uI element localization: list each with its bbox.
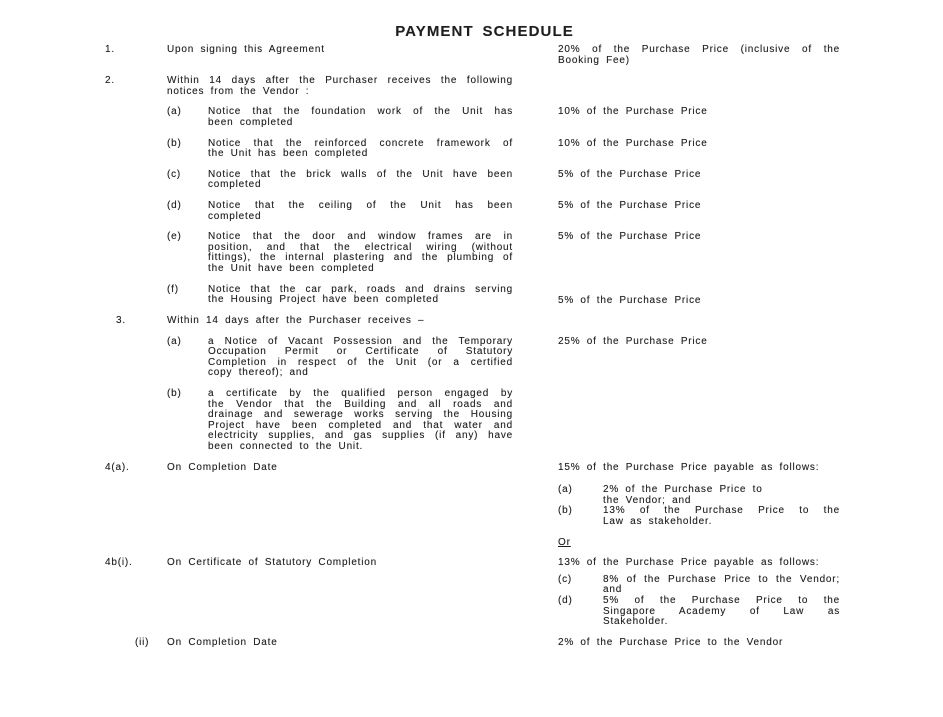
row-description [208,139,513,160]
schedule-row [105,139,943,160]
text-paragraph [208,232,513,274]
row-description [167,45,513,66]
text-paragraph [558,558,840,569]
text-line: 20% of the Purchase Price (inclusive of the [558,44,840,55]
row-indent [105,107,167,128]
row-amount [558,76,840,97]
text-line: 5% of the Purchase Price [558,199,702,211]
text-line: Law as stakeholder. [603,516,713,527]
text-line: 13% of the Purchase Price payable as follows: [558,557,820,569]
row-amount [558,170,840,191]
column-gap [513,201,558,222]
amount-sublist-item [558,596,840,628]
text-line: a certificate by the qualified person engaged by [208,388,513,400]
sublist-item-text [603,506,840,527]
column-gap [513,463,558,549]
text-paragraph [167,463,513,474]
row-amount [558,638,840,649]
text-paragraph [558,638,840,649]
text-line: Stakeholder. [603,616,669,628]
row-label: (ii) [135,636,150,648]
text-paragraph [208,337,513,379]
row-amount [558,285,840,307]
text-paragraph [558,45,840,66]
amount-sublist-item [558,575,840,596]
page-title: PAYMENT SCHEDULE [395,23,574,40]
text-line: Occupation Permit or Certificate of Statutory [208,346,513,358]
amount-sublist-item [558,485,840,506]
text-paragraph [558,170,840,181]
row-label: (d) [167,199,182,211]
text-line: Singapore Academy of Law as [603,605,840,617]
text-line: On Certificate of Statutory Completion [167,557,378,569]
schedule-row [105,76,943,97]
text-paragraph [558,139,840,150]
text-line: Project have been completed and that water and [208,419,513,431]
column-gap [513,558,558,628]
text-line: 8% of the Purchase Price to the Vendor; [603,573,840,585]
text-line: Notice that the foundation work of the Unit has [208,106,513,118]
schedule-row [105,316,943,327]
text-paragraph [208,107,513,128]
text-line: Completion in respect of the Unit (or a certified [208,356,513,368]
row-amount [558,139,840,160]
sublist-item-text [603,596,840,628]
row-label: 1. [105,44,115,55]
row-amount [558,201,840,222]
text-line: Within 14 days after the Purchaser receives the following [167,75,513,87]
row-label: (f) [167,283,179,295]
text-line: the Unit have been completed [208,262,375,274]
row-description [167,463,513,549]
text-paragraph [208,170,513,191]
row-label: (c) [167,168,182,180]
text-line: Notice that the car park, roads and drains serving [208,283,513,295]
column-gap [513,337,558,379]
text-paragraph [167,45,513,56]
text-line: 2% of the Purchase Price to the Vendor [558,636,784,648]
text-line: 13% of the Purchase Price to the [603,505,840,517]
text-paragraph [208,139,513,160]
text-line: Upon signing this Agreement [167,44,325,55]
row-amount [558,389,840,453]
row-label: (e) [167,231,182,243]
text-line: 10% of the Purchase Price [558,137,708,149]
text-paragraph [558,337,840,348]
column-gap [513,139,558,160]
sublist-item-label: (c) [558,573,573,585]
row-label: (b) [167,388,182,400]
text-line: and [603,584,623,596]
row-label: 4b(i). [105,557,133,569]
text-line: notices from the Vendor : [167,85,310,97]
sublist-item-text [603,575,840,596]
row-description [208,337,513,379]
text-paragraph [558,107,840,118]
text-line: completed [208,210,262,222]
text-line: electricity supplies, and gas supplies (if any) have [208,430,513,442]
text-paragraph [603,596,840,628]
text-line: 10% of the Purchase Price [558,106,708,118]
text-paragraph [167,638,513,649]
text-line: On Completion Date [167,636,278,648]
row-description [167,316,513,327]
text-line: been completed [208,116,294,128]
text-line: Notice that the ceiling of the Unit has been [208,199,513,211]
text-line: 25% of the Purchase Price [558,335,708,347]
sublist-item-text [603,485,840,506]
row-description [167,638,513,649]
text-paragraph [167,76,513,97]
text-line: Within 14 days after the Purchaser receives – [167,315,425,327]
row-label: 4(a). [105,461,130,473]
schedule-row [105,232,943,274]
text-paragraph [208,285,513,306]
row-description [208,107,513,128]
column-gap [513,76,558,97]
text-line: 5% of the Purchase Price to the [603,594,840,606]
row-label: (a) [167,335,182,347]
column-gap [513,45,558,66]
row-label: 3. [116,315,126,327]
row-amount [558,45,840,66]
text-paragraph [558,232,840,243]
or-divider: Or [558,536,571,548]
text-line: 2% of the Purchase Price to [603,484,763,496]
text-line: 5% of the Purchase Price [558,231,702,243]
text-paragraph [208,201,513,222]
sublist-item-label: (a) [558,484,573,496]
column-gap [513,316,558,327]
schedule-row [105,107,943,128]
text-line: completed [208,179,262,191]
column-gap [513,638,558,649]
schedule-row [105,463,943,549]
text-paragraph [603,575,840,596]
text-line: 5% of the Purchase Price [558,168,702,180]
row-description [167,558,513,628]
text-paragraph [558,201,840,212]
row-indent [105,170,167,191]
row-amount [558,232,840,274]
amount-sublist [558,485,840,527]
text-line: Notice that the reinforced concrete framework of [208,137,513,149]
column-gap [513,285,558,307]
amount-sublist [558,575,840,628]
text-line: On Completion Date [167,461,278,473]
row-indent [105,201,167,222]
text-line: position, and that the electrical wiring (without [208,241,513,253]
text-line: drainage and sewerage works serving the Housing [208,409,513,421]
text-paragraph [558,463,840,474]
sublist-item-label: (d) [558,594,573,606]
row-indent [105,285,167,307]
text-line: fittings), the internal plastering and the plumbing of [208,252,513,264]
text-line: been connected to the Unit. [208,441,364,453]
schedule-row [105,638,943,649]
row-label: 2. [105,75,115,87]
text-line: 5% of the Purchase Price [558,294,702,306]
text-line: the Unit has been completed [208,148,369,160]
text-line: the Vendor; and [603,494,692,506]
row-description [208,232,513,274]
text-paragraph [603,485,840,506]
text-paragraph [603,506,840,527]
text-line: a Notice of Vacant Possession and the Temporary [208,335,513,347]
column-gap [513,107,558,128]
column-gap [513,389,558,453]
text-line: the Housing Project have been completed [208,294,439,306]
row-label: (a) [167,106,182,118]
sublist-item-label: (b) [558,505,573,517]
row-amount [558,107,840,128]
row-label: (b) [167,137,182,149]
text-paragraph [167,558,513,569]
schedule-row [105,170,943,191]
row-indent [105,337,167,379]
schedule-row [105,45,943,66]
schedule-row [105,337,943,379]
text-line: 15% of the Purchase Price payable as follows: [558,461,820,473]
row-description [208,170,513,191]
schedule-row [105,558,943,628]
row-description [208,285,513,307]
row-amount [558,558,840,628]
row-description [167,76,513,97]
text-line: copy thereof); and [208,367,309,379]
text-line: Booking Fee) [558,54,630,66]
schedule-rows [105,45,943,648]
row-indent [105,232,167,274]
row-indent [105,389,167,453]
row-description [208,201,513,222]
text-line: Notice that the door and window frames are in [208,231,513,243]
row-amount [558,316,840,327]
row-indent [105,139,167,160]
row-amount [558,463,840,549]
schedule-row [105,201,943,222]
schedule-row [105,389,943,453]
text-line: the Vendor that the Building and all roads and [208,398,513,410]
schedule-row [105,285,943,307]
text-paragraph [208,389,513,453]
text-paragraph [167,316,513,327]
column-gap [513,170,558,191]
row-description [208,389,513,453]
amount-sublist-item [558,506,840,527]
text-paragraph [558,296,840,307]
column-gap [513,232,558,274]
text-line: Notice that the brick walls of the Unit have been [208,168,513,180]
row-amount [558,337,840,379]
